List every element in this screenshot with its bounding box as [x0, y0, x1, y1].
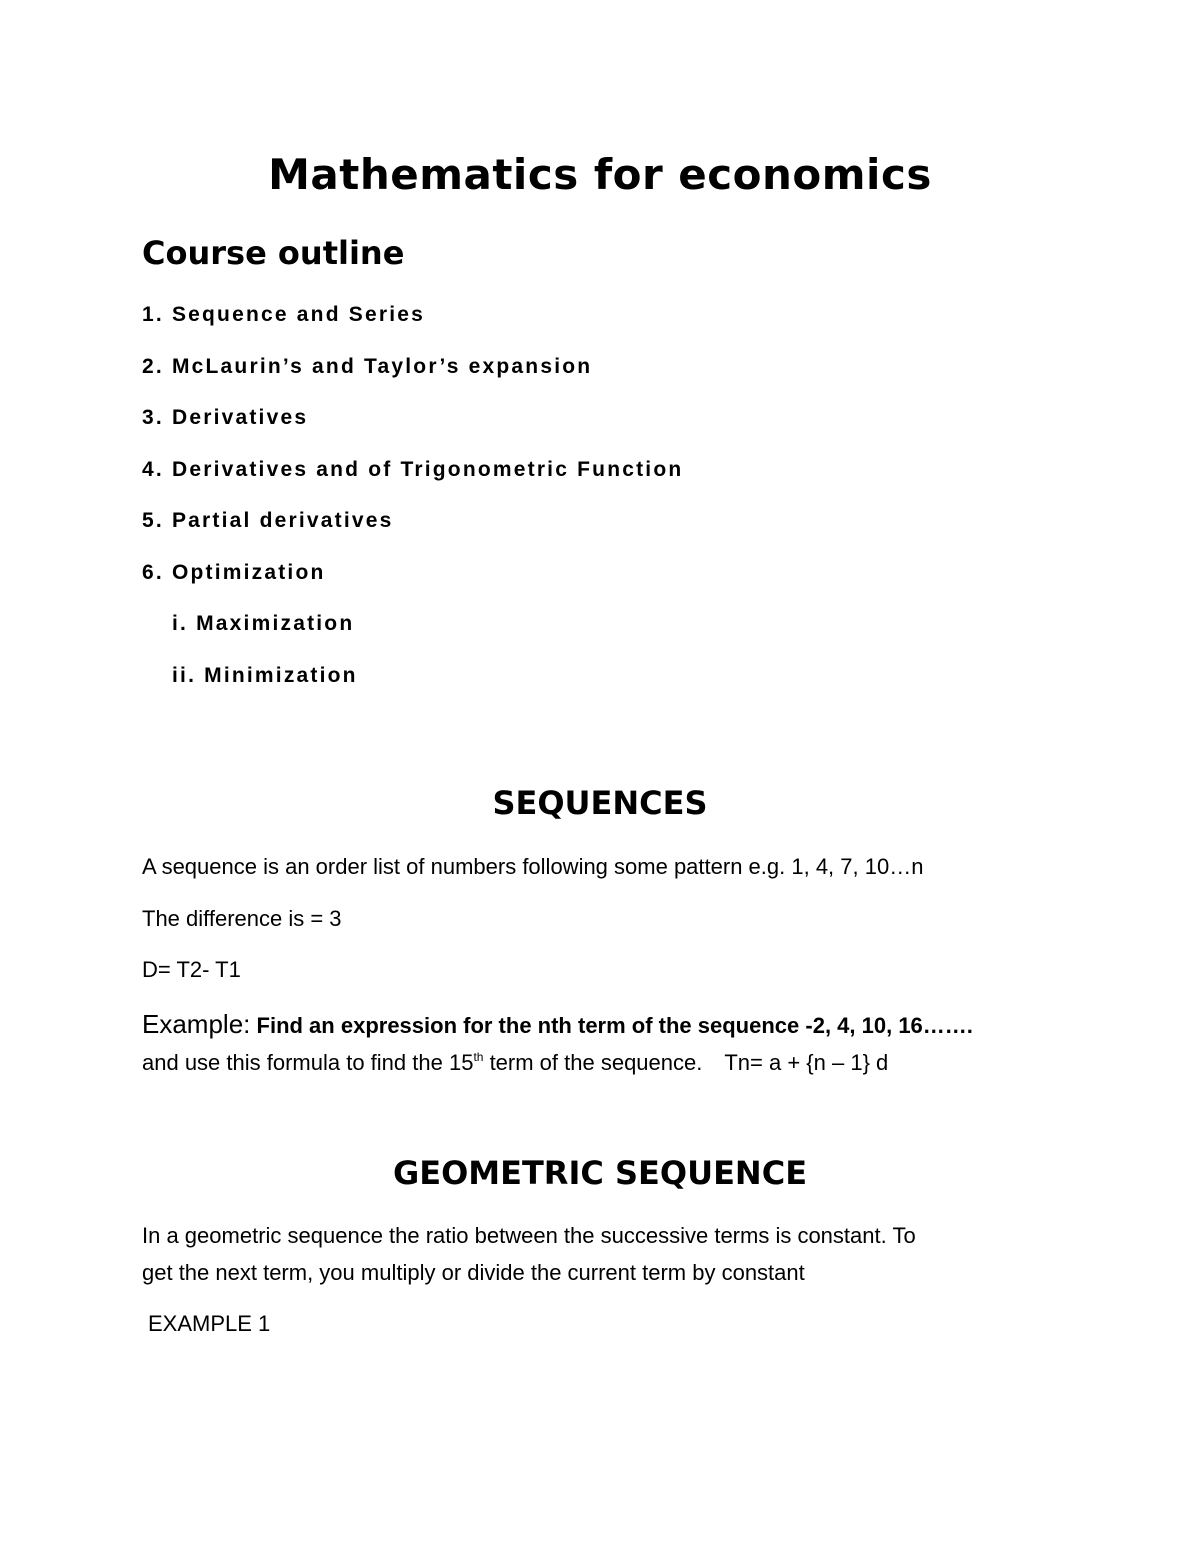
example-question: Find an expression for the nth term of the sequence -2, 4, 10, 16……. [256, 1013, 973, 1038]
outline-item-5: 5. Partial derivatives [142, 509, 394, 532]
ordinal-superscript: th [473, 1050, 484, 1064]
course-outline-heading: Course outline [142, 234, 405, 272]
outline-item-2: 2. McLaurin’s and Taylor’s expansion [142, 355, 593, 378]
nth-term-formula: Tn= a + {n – 1} d [724, 1050, 889, 1075]
example-line-2 [142, 1050, 888, 1076]
sequences-heading: SEQUENCES [492, 784, 708, 822]
outline-item-1: 1. Sequence and Series [142, 303, 426, 326]
sequence-definition: A sequence is an order list of numbers following some pattern e.g. 1, 4, 7, 10…n [142, 854, 924, 879]
outline-item-6: 6. Optimization [142, 561, 326, 584]
outline-item-3: 3. Derivatives [142, 406, 309, 429]
example-line-2-tail: term of the sequence. [483, 1050, 703, 1075]
example-label: Example: [142, 1009, 251, 1039]
example-line-1 [142, 1009, 973, 1040]
document-title: Mathematics for economics [268, 150, 932, 199]
outline-subitem-minimization: ii. Minimization [172, 664, 358, 687]
geometric-line-2: get the next term, you multiply or divide the current term by constant [142, 1260, 805, 1285]
outline-item-4: 4. Derivatives and of Trigonometric Function [142, 458, 684, 481]
sequence-difference: The difference is = 3 [142, 906, 342, 931]
example-line-2-text: and use this formula to find the 15 [142, 1050, 474, 1075]
difference-formula: D= T2- T1 [142, 957, 241, 982]
geometric-sequence-heading: GEOMETRIC SEQUENCE [392, 1154, 808, 1192]
geometric-line-1: In a geometric sequence the ratio between the successive terms is constant. To [142, 1223, 916, 1248]
example-1-label: EXAMPLE 1 [148, 1311, 271, 1336]
outline-subitem-maximization: i. Maximization [172, 612, 355, 635]
